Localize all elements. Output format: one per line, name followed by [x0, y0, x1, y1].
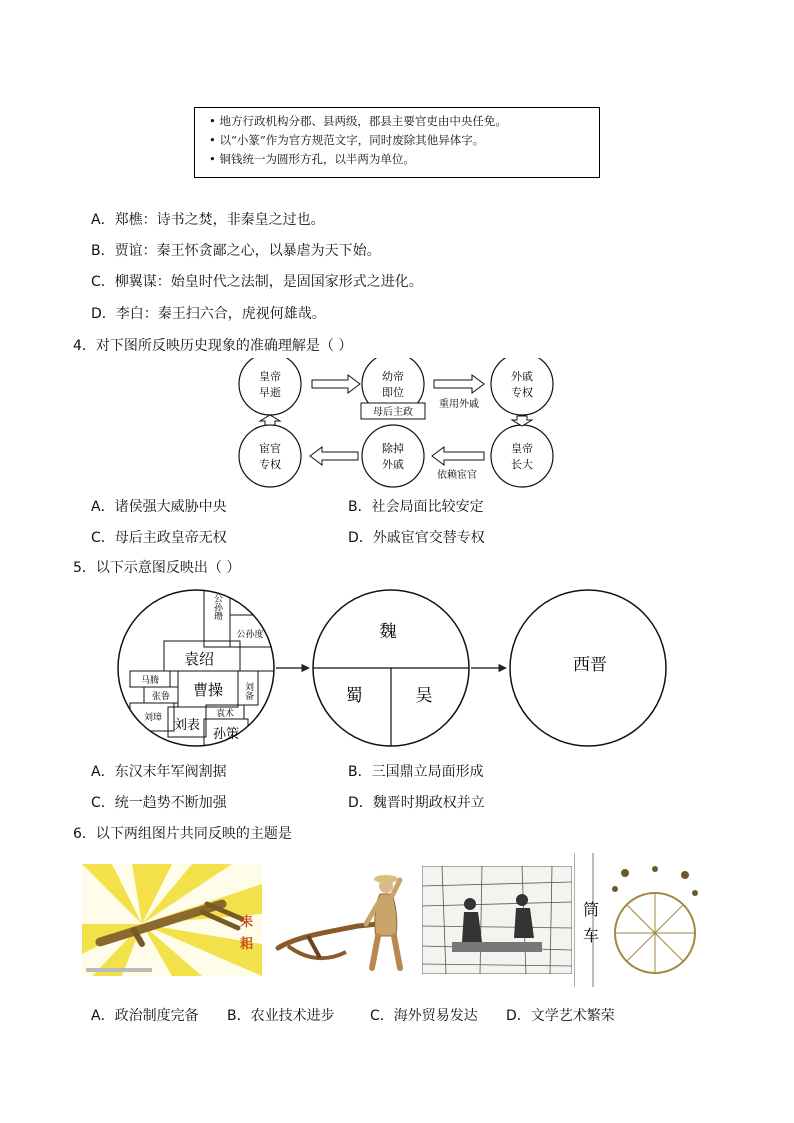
- q4-option-b[interactable]: B．社会局面比较安定: [348, 499, 484, 515]
- region-label: 张鲁: [151, 692, 171, 702]
- empress-regent-box: [361, 403, 425, 419]
- intro-line: • 铜钱统一为圆形方孔，以半两为单位。: [209, 152, 415, 166]
- q5-option-d[interactable]: D．魏晋时期政权并立: [348, 795, 485, 811]
- q4-option-c[interactable]: C．母后主政皇帝无权: [91, 530, 227, 546]
- node-text: 外戚: [511, 370, 533, 383]
- tongche-image: [574, 853, 711, 987]
- intro-line: • 地方行政机构分郡、县两级，郡县主要官吏由中央任免。: [209, 114, 507, 128]
- q6-option-d[interactable]: D．文学艺术繁荣: [506, 1008, 615, 1024]
- node-emperor-grown: [491, 425, 553, 487]
- q5-diagram: [116, 585, 672, 751]
- region-label: 袁绍: [183, 650, 215, 668]
- kingdom-label: 魏: [379, 622, 397, 642]
- node-text: 即位: [382, 386, 404, 399]
- region-label: 刘表: [173, 718, 201, 733]
- kingdom-label: 吴: [415, 686, 433, 706]
- hollow-arrow-up: [260, 415, 280, 425]
- q3-option-a[interactable]: A．郑樵：诗书之焚，非秦皇之过也。: [91, 212, 325, 228]
- node-text: 皇帝: [259, 370, 281, 383]
- node-remove-consort: [362, 425, 424, 487]
- q4-cycle-diagram: [230, 358, 570, 488]
- q3-option-d[interactable]: D．李白：秦王扫六合，虎视何雄哉。: [91, 306, 326, 322]
- node-consort-power: [491, 358, 553, 415]
- q5-option-a[interactable]: A．东汉末年军阀割据: [91, 764, 227, 780]
- image-label: 车: [582, 926, 600, 945]
- node-text: 宦官: [259, 442, 281, 455]
- node-text: 幼帝: [382, 370, 404, 383]
- hollow-arrow-left: [432, 447, 484, 465]
- node-text: 皇帝: [511, 442, 533, 455]
- region-label: 曹操: [192, 681, 224, 699]
- node-text: 长大: [511, 458, 533, 471]
- q3-option-b[interactable]: B．贾谊：秦王怀贪鄙之心，以暴虐为天下始。: [91, 243, 381, 259]
- node-text: 专权: [259, 458, 281, 471]
- intro-line: • 以“小篆”作为官方规范文字，同时废除其他异体字。: [209, 133, 485, 147]
- intro-box: [194, 107, 600, 178]
- western-jin-circle: [510, 590, 666, 746]
- region-label: 公孙度: [236, 630, 264, 640]
- q5-option-b[interactable]: B．三国鼎立局面形成: [348, 764, 484, 780]
- region-label: 孙策: [212, 727, 240, 742]
- box-label: 母后主政: [373, 407, 413, 418]
- q6-option-b[interactable]: B．农业技术进步: [227, 1008, 335, 1024]
- edge-label: 依赖宦官: [437, 470, 477, 481]
- plow-tool-image: [82, 864, 262, 976]
- q5-stem: 5．以下示意图反映出（ ）: [73, 560, 241, 576]
- hollow-arrow-left: [310, 447, 358, 465]
- farming-engraving-image: [422, 866, 572, 974]
- kingdom-label: 蜀: [345, 686, 363, 706]
- q4-option-d[interactable]: D．外戚宦官交替专权: [348, 530, 485, 546]
- hollow-arrow-right: [434, 375, 484, 393]
- q5-option-c[interactable]: C．统一趋势不断加强: [91, 795, 227, 811]
- man-plowing-image: [268, 866, 418, 976]
- region-label: 马腾: [140, 676, 160, 686]
- image-label: 筒: [582, 900, 600, 919]
- q6-stem: 6．以下两组图片共同反映的主题是: [73, 826, 292, 842]
- hollow-arrow-down: [512, 416, 532, 426]
- edge-label: 重用外戚: [439, 399, 479, 410]
- node-text: 除掉: [382, 442, 404, 455]
- q4-option-a[interactable]: A．诸侯强大威胁中央: [91, 499, 227, 515]
- node-emperor-dies: [239, 358, 301, 415]
- region-label: 刘璋: [143, 713, 163, 723]
- node-text: 早逝: [259, 386, 281, 399]
- region-label: 公孙瓒: [212, 593, 222, 621]
- q4-stem: 4．对下图所反映历史现象的准确理解是（ ）: [73, 338, 353, 354]
- region-label: 刘备: [243, 682, 253, 700]
- q3-option-c[interactable]: C．柳翼谋：始皇时代之法制，是固国家形式之进化。: [91, 274, 423, 290]
- water-wheel-icon: [575, 853, 711, 987]
- hollow-arrow-right: [312, 375, 360, 393]
- dynasty-label: 西晋: [573, 655, 607, 675]
- node-text: 外戚: [382, 458, 404, 471]
- image-label: 耜: [240, 937, 254, 952]
- node-text: 专权: [511, 386, 533, 399]
- node-eunuch-power: [239, 425, 301, 487]
- q6-option-c[interactable]: C．海外贸易发达: [370, 1008, 478, 1024]
- region-label: 袁术: [215, 709, 235, 719]
- q6-option-a[interactable]: A．政治制度完备: [91, 1008, 199, 1024]
- image-label: 耒: [240, 915, 254, 930]
- three-kingdoms-circle: [313, 590, 469, 746]
- warlord-circle: [118, 589, 275, 746]
